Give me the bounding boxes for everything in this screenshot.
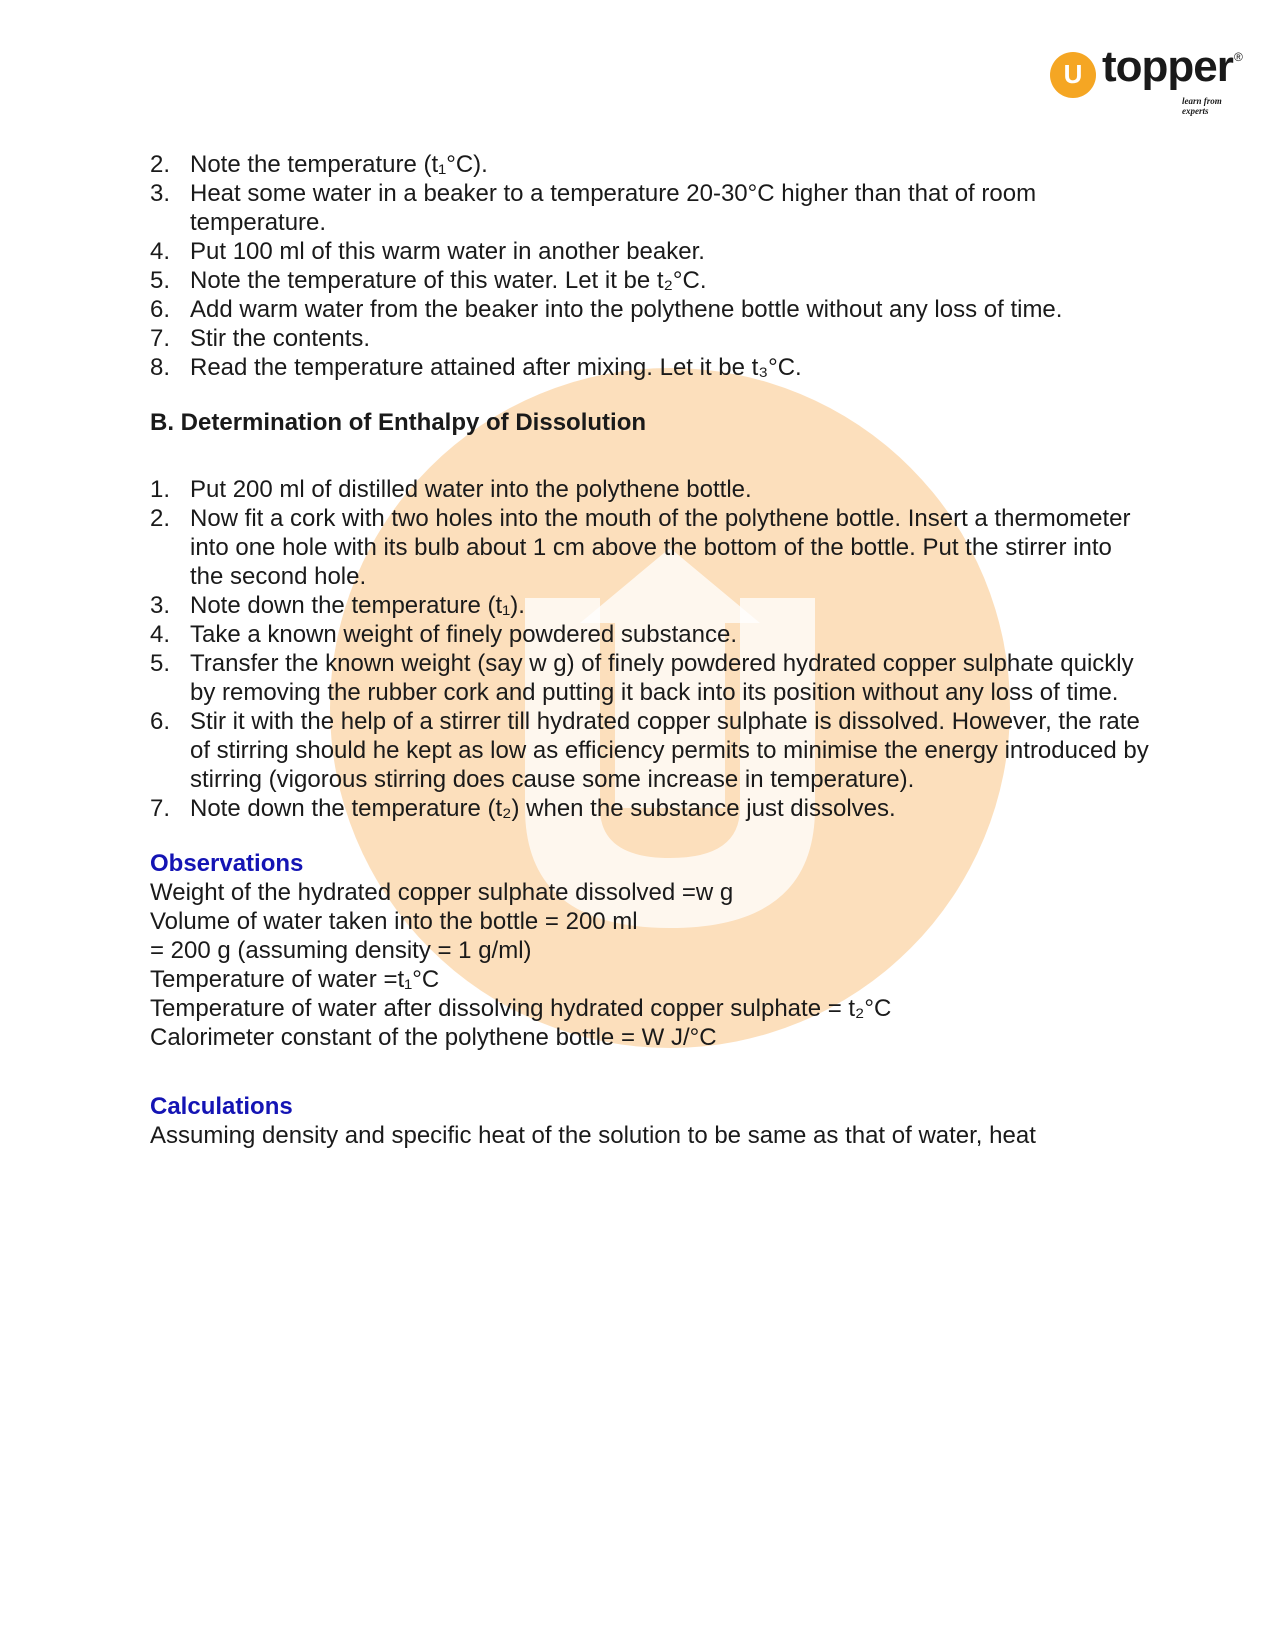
list-item (127, 649, 1150, 707)
list-number: 3. (150, 180, 171, 207)
list-text: Take a known weight of finely powdered substance. (190, 621, 737, 648)
list-item (127, 179, 1150, 237)
list-text: Note the temperature of this water. Let it be t₂°C. (190, 267, 707, 294)
list-number: 4. (150, 238, 171, 265)
list-text: Heat some water in a beaker to a temperature 20-30°C higher than that of room temperature. (190, 180, 1037, 236)
list-item (127, 707, 1150, 794)
calculations-heading: Calculations (150, 1093, 293, 1120)
section-b-heading: B. Determination of Enthalpy of Dissolution (150, 409, 647, 436)
list-text: Note down the temperature (t₁). (190, 592, 525, 619)
logo-name: topper (1102, 42, 1233, 91)
procedure-b-list (150, 475, 1150, 823)
procedure-a-list (150, 150, 1150, 382)
observation-line: Weight of the hydrated copper sulphate dissolved =w g (150, 879, 734, 906)
observation-line: Temperature of water =t₁°C (150, 966, 440, 993)
logo-tagline: learn from experts (1182, 96, 1222, 116)
list-text: Note down the temperature (t₂) when the substance just dissolves. (190, 795, 896, 822)
list-number: 2. (150, 505, 171, 532)
list-item (127, 475, 1150, 504)
observation-line: Calorimeter constant of the polythene bottle = W J/°C (150, 1024, 717, 1051)
observation-line: = 200 g (assuming density = 1 g/ml) (150, 937, 532, 964)
list-number: 6. (150, 708, 171, 735)
list-text: Put 200 ml of distilled water into the polythene bottle. (190, 476, 752, 503)
list-item (127, 620, 1150, 649)
list-number: 7. (150, 795, 171, 822)
observation-line: Volume of water taken into the bottle = 200 ml (150, 908, 638, 935)
list-item (127, 591, 1150, 620)
list-number: 8. (150, 354, 171, 381)
list-item (127, 150, 1150, 179)
list-item (127, 794, 1150, 823)
list-text: Note the temperature (t₁°C). (190, 151, 488, 178)
list-text: Stir it with the help of a stirrer till hydrated copper sulphate is dissolved. However, the rate of stirring should he kept as low as efficiency permits to minimise the energy introduced by stirring (vigorous stirring does cause some increase in temperature). (190, 708, 1149, 793)
calculations-text: Assuming density and specific heat of the solution to be same as that of water, heat (150, 1122, 1036, 1149)
list-item (127, 295, 1150, 324)
list-number: 5. (150, 267, 171, 294)
logo-circle-icon: U (1050, 52, 1096, 98)
logo-registered-mark: ® (1234, 50, 1243, 64)
list-number: 4. (150, 621, 171, 648)
list-number: 3. (150, 592, 171, 619)
observations-block (150, 878, 1150, 1052)
list-number: 2. (150, 151, 171, 178)
document-body (150, 150, 1150, 1150)
list-item (127, 237, 1150, 266)
topper-logo[interactable] (1050, 42, 1250, 116)
observations-heading: Observations (150, 850, 304, 877)
observation-line: Temperature of water after dissolving hydrated copper sulphate = t₂°C (150, 995, 892, 1022)
list-text: Stir the contents. (190, 325, 371, 352)
list-text: Transfer the known weight (say w g) of finely powdered hydrated copper sulphate quickly by removing the rubber cork and putting it back into its position without any loss of time. (190, 650, 1134, 706)
list-text: Now fit a cork with two holes into the mouth of the polythene bottle. Insert a thermometer into one hole with its bulb about 1 cm above the bottom of the bottle. Put the stirrer into the second hole. (190, 505, 1131, 590)
list-item (127, 353, 1150, 382)
list-item (127, 266, 1150, 295)
list-number: 5. (150, 650, 171, 677)
list-number: 7. (150, 325, 171, 352)
list-item (127, 504, 1150, 591)
list-text: Read the temperature attained after mixing. Let it be t₃°C. (190, 354, 802, 381)
list-text: Put 100 ml of this warm water in another beaker. (190, 238, 705, 265)
list-item (127, 324, 1150, 353)
list-text: Add warm water from the beaker into the polythene bottle without any loss of time. (190, 296, 1063, 323)
list-number: 6. (150, 296, 171, 323)
list-number: 1. (150, 476, 171, 503)
